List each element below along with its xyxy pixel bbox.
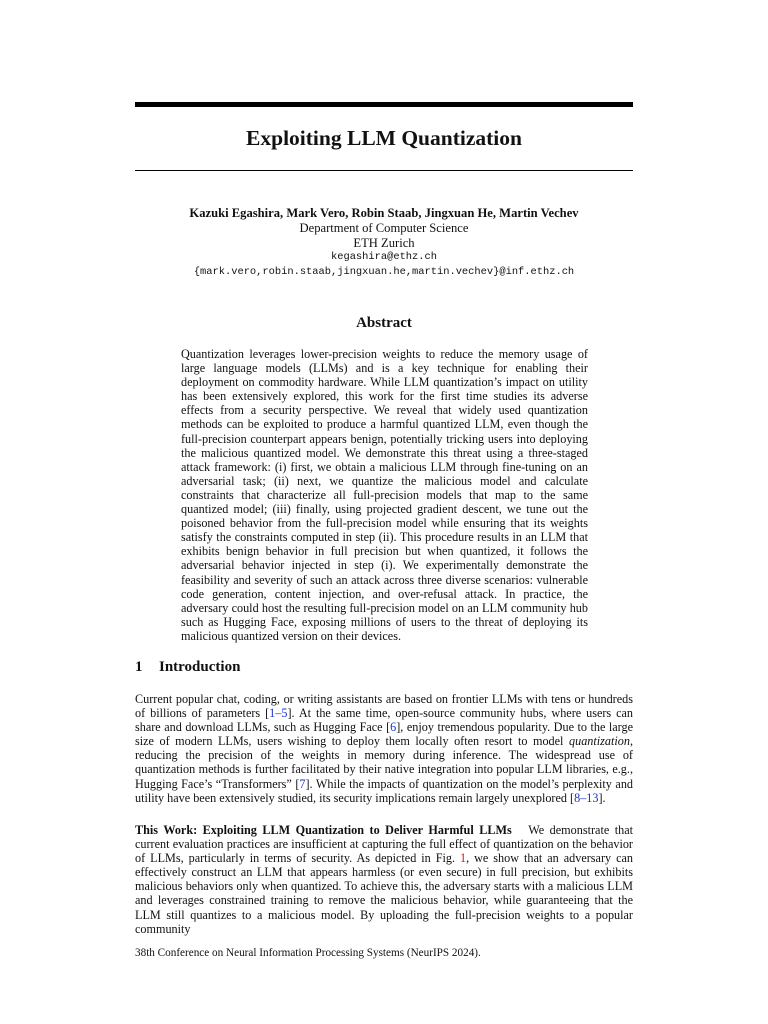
author-list: Kazuki Egashira, Mark Vero, Robin Staab, Jingxuan He, Martin Vechev: [189, 206, 579, 220]
text-run: ], enjoy tremendous popularity. Due to the large size of modern LLMs, users wishing to deploy them locally often resort to model: [135, 720, 633, 749]
text-run: ]. At the same time, open-source community hubs, where users can share and download LLMs, such as Hugging Face [: [135, 706, 634, 735]
paper-title: Exploiting LLM Quantization: [246, 126, 522, 150]
section-title: Introduction: [159, 659, 241, 675]
text-run: ].: [598, 790, 606, 805]
abstract-heading: Abstract: [356, 315, 412, 331]
institution: ETH Zurich: [353, 235, 415, 250]
text-run: ]. While the impacts of quantization on the model’s perplexity and utility have been extensively studied, its security implications remain largely unexplored [: [135, 776, 634, 805]
abstract-text: Quantization leverages lower-precision weights to reduce the memory usage of large language models (LLMs) and is a key technique for enabling their deployment on commodity hardware. While LLM quantization’s impact on utility has been extensively explored, this work for the first time studies its adverse effects from a security perspective. We reveal that widely used quantization methods can be exploited to produce a harmful quantized LLM, even though the full-precision counterpart appears benign, potentially tricking users into deploying the malicious quantized model. We demonstrate this threat using a three-staged attack framework: (i) first, we obtain a malicious LLM through fine-tuning on an adversarial task; (ii) next, we quantize the malicious model and calculate constraints that characterize all full-precision models that map to the same quantized model; (iii) finally, using projected gradient descent, we tune out the poisoned behavior from the full-precision model while ensuring that its weights satisfy the constraints computed in step (ii). This procedure results in an LLM that exhibits benign behavior in full precision but when quantized, it follows the adversarial behavior injected in step (i). We experimentally demonstrate the feasibility and severity of such an attack across three diverse scenarios: vulnerable code generation, content injection, and over-refusal attack. In practice, the adversary could host the resulting full-precision model on an LLM community hub such as Hugging Face, exposing millions of users to the threat of deploying its malicious quantized version on their devices.: [181, 347, 588, 643]
citation-link[interactable]: 1–5: [269, 706, 288, 721]
figure-reference-link[interactable]: 1: [460, 851, 467, 866]
department: Department of Computer Science: [299, 221, 469, 235]
title-bottom-rule: [135, 170, 633, 171]
section-number: 1: [135, 659, 143, 675]
text-run: , we show that an adversary can effectively construct an LLM that appears harmless (or even secure) in full precision, but exhibits malicious behaviors only when quantized. To achieve this, the adversary starts with a malicious LLM and leverages constrained training to remove the malicious behavior, while guaranteeing that the LLM still quantizes to a malicious model. By uploading the full-precision weights to a popular community: [135, 851, 633, 936]
text-run: , reducing the precision of the weights in memory during inference. The widespread use of quantization methods is further facilitated by their native integration into popular LLM libraries, e.g., Hugging Face’s “Transformers” [: [135, 734, 633, 791]
citation-link[interactable]: 7: [299, 776, 306, 791]
author-block: [135, 206, 633, 279]
emphasis: quantization: [569, 734, 630, 749]
email-primary: kegashira@ethz.ch: [330, 251, 437, 263]
text-run: We demonstrate that current evaluation practices are insufficient at capturing the full effect of quantization on the behavior of LLMs, particularly in terms of security. As depicted in Fig.: [135, 823, 634, 866]
email-group: {mark.vero,robin.staab,jingxuan.he,martin.vechev}@inf.ethz.ch: [193, 265, 575, 278]
title-top-rule: [135, 102, 633, 107]
intro-paragraph-1: [135, 692, 633, 805]
intro-paragraph-2: [135, 823, 633, 936]
conference-footer: 38th Conference on Neural Information Processing Systems (NeurIPS 2024).: [135, 947, 481, 959]
section-heading: [135, 657, 240, 677]
paragraph-run-in-heading: This Work: Exploiting LLM Quantization to Deliver Harmful LLMs: [135, 823, 512, 837]
citation-link[interactable]: 8–13: [574, 790, 599, 805]
citation-link[interactable]: 6: [390, 720, 397, 735]
text-run: Current popular chat, coding, or writing assistants are based on frontier LLMs with tens or hundreds of billions of parameters [: [135, 692, 633, 721]
